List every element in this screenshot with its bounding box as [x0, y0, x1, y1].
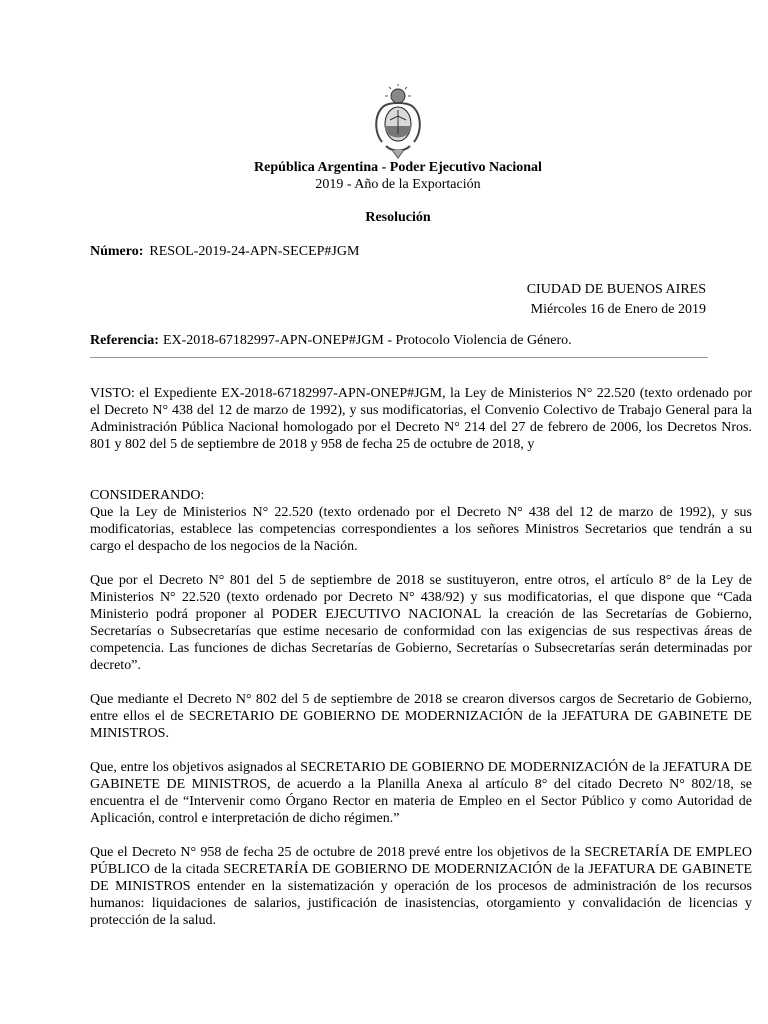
- considerando-label: CONSIDERANDO:: [90, 488, 205, 503]
- considerando-paragraph-3: Que mediante el Decreto N° 802 del 5 de septiembre de 2018 se crearon diversos cargos de Secretario de Gobierno, entre ellos el de SECRETARIO DE GOBIERNO DE MODERNIZACIÓN de la JEFATURA DE GABINETE DE MINISTROS.: [90, 692, 752, 741]
- considerando-paragraph-4: Que, entre los objetivos asignados al SECRETARIO DE GOBIERNO DE MODERNIZACIÓN de la JEFATURA DE GABINETE DE MINISTROS, de acuerdo a la Planilla Anexa al artículo 8° del citado Decreto N° 802/18, se encuentra el de “Intervenir como Órgano Rector en materia de Empleo en el Sector Público y como Autoridad de Aplicación, control e interpretación de dicho régimen.”: [90, 760, 752, 826]
- document-body: [90, 385, 752, 946]
- visto-paragraph: VISTO: el Expediente EX-2018-67182997-APN-ONEP#JGM, la Ley de Ministerios N° 22.520 (texto ordenado por el Decreto N° 438 del 12 de marzo de 1992), y sus modificatorias, el Convenio Colectivo de Trabajo General para la Administración Pública Nacional homologado por el Decreto N° 214 del 27 de febrero de 2006, los Decretos Nros. 801 y 802 del 5 de septiembre de 2018 y 958 de fecha 25 de octubre de 2018, y: [90, 386, 752, 452]
- considerando-paragraph-1: Que la Ley de Ministerios N° 22.520 (texto ordenado por el Decreto N° 438 del 12 de marzo de 1992), y sus modificatorias, establece las competencias correspondientes a los señores Ministros Secretarios que tendrán a su cargo el despacho de los negocios de la Nación.: [90, 505, 752, 554]
- city: CIUDAD DE BUENOS AIRES: [526, 282, 706, 297]
- considerando-paragraph-5: Que el Decreto N° 958 de fecha 25 de octubre de 2018 prevé entre los objetivos de la SECRETARÍA DE EMPLEO PÚBLICO de la citada SECRETARÍA DE GOBIERNO DE MODERNIZACIÓN de la JEFATURA DE GABINETE DE MINISTROS entender en la sistematización y operación de los procesos de administración de los recursos humanos: liquidaciones de salarios, justificación de inasistencias, otorgamiento y convalidación de licencias y protección de la salud.: [90, 845, 752, 928]
- date: Miércoles 16 de Enero de 2019: [530, 302, 706, 317]
- separator-rule: [90, 357, 708, 358]
- reference-value: EX-2018-67182997-APN-ONEP#JGM - Protocolo Violencia de Género.: [162, 333, 572, 348]
- place-and-date: [527, 280, 706, 320]
- considerando-paragraph-2: Que por el Decreto N° 801 del 5 de septiembre de 2018 se sustituyeron, entre otros, el artículo 8° de la Ley de Ministerios N° 22.520 (texto ordenado por Decreto N° 438/92) y sus modificatorias, el que dispone que “Cada Ministerio podrá proponer al PODER EJECUTIVO NACIONAL la creación de las Secretarías de Gobierno, Secretarías o Subsecretarías que estime necesario de conformidad con las exigencias de sus respectivas áreas de competencia. Las funciones de dichas Secretarías de Gobierno, Secretarías o Subsecretarías serán determinadas por decreto”.: [90, 573, 752, 673]
- document-type: Resolución: [365, 210, 431, 225]
- document-number: [90, 244, 359, 260]
- document-number-value: RESOL-2019-24-APN-SECEP#JGM: [149, 244, 360, 259]
- coat-of-arms-icon: [372, 84, 424, 160]
- header-subtitle: 2019 - Año de la Exportación: [315, 177, 481, 192]
- reference-label: Referencia:: [90, 333, 159, 348]
- document-number-label: Número:: [90, 244, 144, 259]
- header-title: República Argentina - Poder Ejecutivo Nacional: [254, 160, 542, 175]
- reference: [90, 333, 572, 349]
